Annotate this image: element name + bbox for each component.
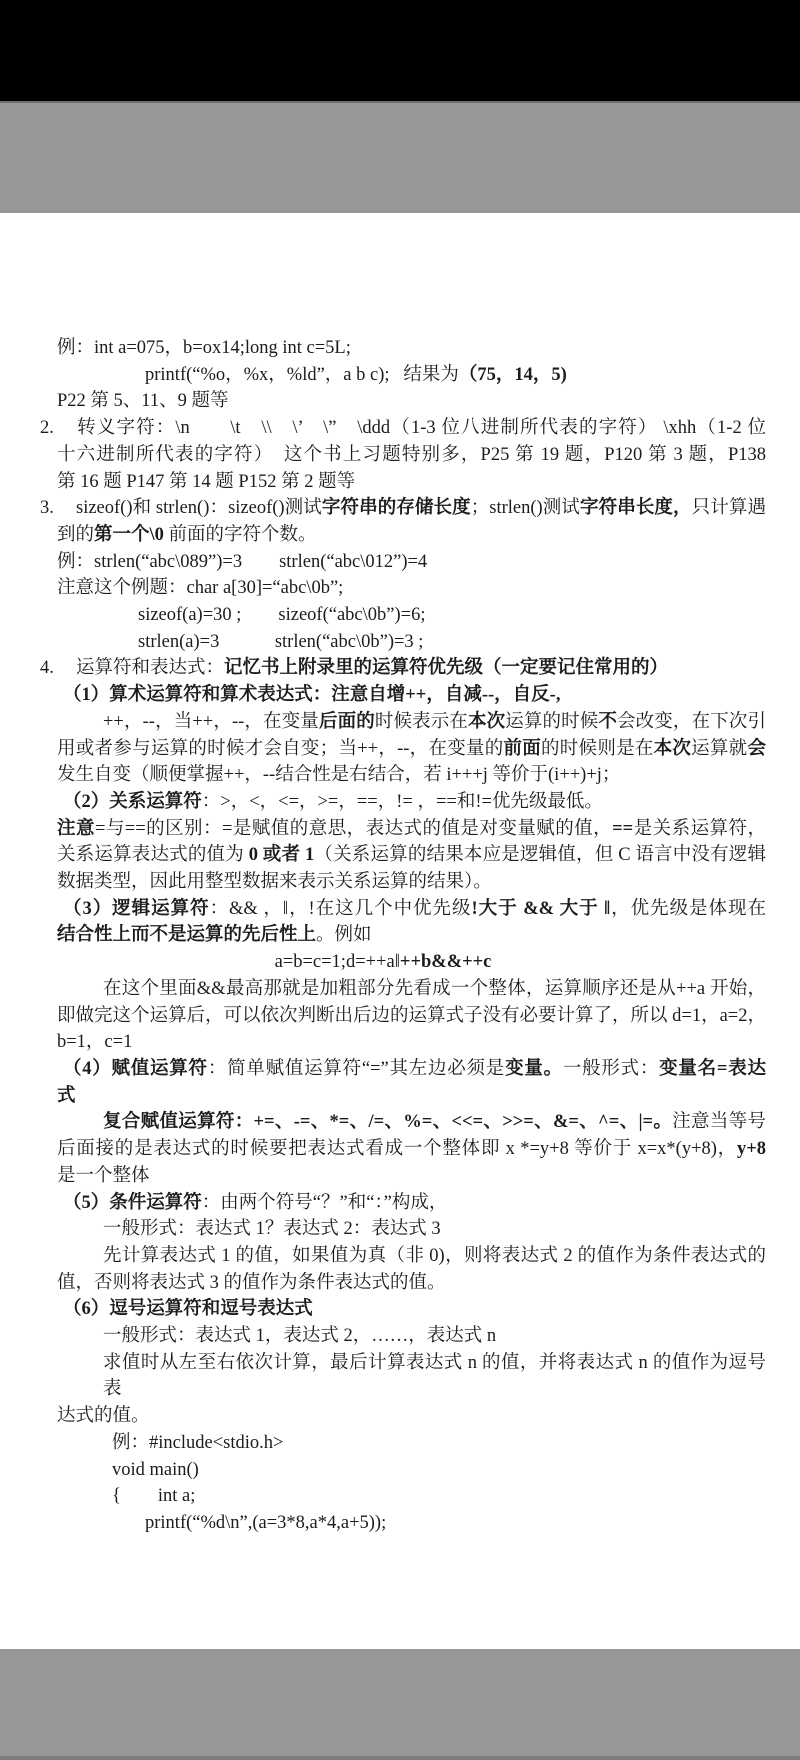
document-line — [0, 1056, 766, 1083]
bold-text-run: （6）逗号运算符和逗号表达式 — [63, 1299, 313, 1320]
text-run: 例：strlen(“abc\089”)=3 strlen(“abc\012”)=4 — [57, 551, 428, 572]
text-run: ：&& ，‖，!在这几个中优先级 — [209, 898, 472, 919]
document-line — [0, 976, 766, 1003]
document-line — [0, 1510, 766, 1537]
text-run: 第 16 题 P147 第 14 题 P152 第 2 题等 — [57, 471, 356, 492]
document-page[interactable] — [0, 213, 800, 1649]
document-line — [0, 709, 766, 736]
document-line — [0, 1350, 766, 1403]
document-line — [0, 1216, 766, 1243]
text-run: 先计算表达式 1 的值，如果值为真（非 0)，则将表达式 2 的值作为条件表达式的 — [103, 1245, 766, 1266]
document-line — [0, 1163, 766, 1190]
document-line — [0, 522, 766, 549]
text-run: 。例如 — [316, 925, 372, 946]
text-run: 例：int a=075，b=ox14;long int c=5L; — [57, 338, 351, 358]
document-line — [0, 789, 766, 816]
text-run: ；strlen()测试 — [470, 498, 580, 519]
bold-text-run: 变量。 — [505, 1058, 563, 1079]
bold-text-run: 变量名=表达 — [659, 1058, 766, 1079]
document-line — [0, 1430, 766, 1457]
text-run: 只计算遇 — [691, 498, 766, 519]
text-run: 会改变，在下次引 — [617, 711, 766, 732]
document-line — [0, 1109, 766, 1136]
text-run: void main() — [112, 1459, 199, 1480]
document-line — [0, 1457, 766, 1484]
bold-text-run: （2）关系运算符 — [63, 791, 202, 812]
text-run: 一般形式：表达式 1，表达式 2，……，表达式 n — [103, 1326, 497, 1347]
document-line — [0, 575, 766, 602]
bold-text-run: 结合性上而不是运算的先后性上 — [57, 925, 317, 946]
document-line — [0, 655, 766, 682]
text-run: 前面的字符个数。 — [163, 524, 317, 545]
document-line — [0, 682, 766, 709]
text-run: a=b=c=1;d=++a‖ — [274, 952, 400, 973]
text-run: 用或者参与运算的时候才会自变；当++，--，在变量的 — [57, 738, 504, 759]
bold-text-run: 本次 — [467, 711, 506, 732]
text-run: 注意这个例题：char a[30]=“abc\0b”; — [57, 578, 344, 599]
text-run: ：由两个符号“？”和“：”构成， — [201, 1192, 448, 1213]
document-line — [0, 816, 766, 843]
text-run: { int a; — [112, 1486, 196, 1507]
list-number: 3. — [40, 498, 54, 519]
text-run: 例：#include<stdio.h> — [112, 1432, 284, 1453]
document-line — [0, 842, 766, 869]
document-line — [0, 869, 766, 896]
text-run: 发生自变（顺便掌握++，--结合性是右结合，若 i+++j 等价于(i++)+j； — [57, 765, 621, 786]
document-line — [0, 1136, 766, 1163]
text-run: （关系运算的结果本应是逻辑值，但 C 语言中没有逻辑 — [314, 845, 766, 866]
bold-text-run: y+8 — [736, 1139, 766, 1160]
document-line — [0, 495, 766, 522]
document-line — [0, 1270, 766, 1297]
text-run: 即做完这个运算后，可以依次判断出后边的运算式子没有必要计算了，所以 d=1，a=2， — [57, 1005, 766, 1026]
bold-text-run: （4）赋值运算符 — [63, 1058, 208, 1079]
document-line — [0, 1243, 766, 1270]
document-line — [0, 335, 766, 362]
text-run: printf(“%o，%x，%ld”，a b c); 结果为 — [145, 364, 459, 385]
text-run: 到的 — [57, 524, 95, 545]
bold-text-run: 后面的 — [318, 711, 375, 732]
bold-text-run: 不 — [598, 711, 618, 732]
bold-text-run: （5）条件运算符 — [63, 1192, 202, 1213]
bold-text-run: （75，14，5) — [458, 364, 567, 385]
bold-text-run: 第一个\0 — [94, 524, 164, 545]
text-run: 时候表示在 — [374, 711, 468, 732]
document-line — [0, 1083, 766, 1110]
bold-text-run: 字符串的存储长度 — [321, 498, 471, 519]
list-number: 4. — [40, 658, 54, 679]
text-run: 在这个里面&&最高那就是加粗部分先看成一个整体，运算顺序还是从++a 开始， — [103, 978, 766, 999]
text-run: strlen(a)=3 strlen(“abc\0b”)=3 ; — [138, 631, 424, 652]
document-line — [0, 1003, 766, 1030]
document-text — [0, 335, 766, 1537]
bold-text-run: 会 — [747, 738, 766, 759]
bold-text-run: 注意 — [57, 818, 95, 839]
bold-text-run: 字符串长度， — [580, 498, 692, 519]
bold-text-run: !大于 && 大于 ‖ — [471, 898, 611, 919]
bold-text-run: 0 或者 1 — [248, 845, 315, 866]
document-line — [0, 1296, 766, 1323]
text-run: 十六进制所代表的字符） 这个书上习题特别多，P25 第 19 题，P120 第 3 题，P138 — [57, 444, 766, 465]
document-line — [0, 896, 766, 923]
text-run: b=1，c=1 — [57, 1032, 133, 1053]
text-run: 求值时从左至右依次计算，最后计算表达式 n 的值，并将表达式 n 的值作为逗号表 — [103, 1352, 766, 1400]
document-line — [0, 602, 766, 629]
document-line — [0, 1190, 766, 1217]
text-run: 运算就 — [691, 738, 748, 759]
bold-text-run: 记忆书上附录里的运算符优先级（一定要记住常用的） — [224, 658, 669, 679]
text-run: 达式的值。 — [57, 1406, 150, 1427]
list-number: 2. — [40, 418, 54, 439]
bold-text-run: ++b&&++c — [399, 952, 492, 973]
document-line — [0, 549, 766, 576]
top-black-bar — [0, 0, 800, 101]
bold-text-run: 前面 — [503, 738, 542, 759]
text-run: =与==的区别：=是赋值的意思，表达式的值是对变量赋的值， — [94, 818, 613, 839]
bold-text-run: （1）算术运算符和算术表达式：注意自增++，自减--，自反-, — [63, 685, 561, 706]
page-gutter-bottom — [0, 1649, 800, 1760]
page-gutter-top — [0, 101, 800, 213]
text-run: 一般形式：表达式 1？表达式 2：表达式 3 — [103, 1219, 441, 1240]
document-line — [0, 415, 766, 442]
text-run: P22 第 5、11、9 题等 — [57, 391, 229, 412]
bold-text-run: 复合赋值运算符：+=、-=、*=、/=、%=、<<=、>>=、&=、^=、|=。 — [103, 1112, 673, 1133]
text-run: printf(“%d\n”,(a=3*8,a*4,a+5)); — [145, 1512, 387, 1533]
text-run: 转义字符：\n \t \\ \’ \” \ddd（1-3 位八进制所代表的字符） \xhh（1-2 位 — [76, 418, 766, 439]
document-line — [0, 362, 766, 389]
document-line — [0, 388, 766, 415]
text-run: sizeof(a)=30 ; sizeof(“abc\0b”)=6; — [138, 605, 426, 626]
text-run: 的时候则是在 — [541, 738, 654, 759]
document-line — [0, 629, 766, 656]
document-line — [0, 1029, 766, 1056]
text-run: 数据类型，因此用整型数据来表示关系运算的结果）。 — [57, 872, 492, 893]
document-line — [0, 1403, 766, 1430]
document-line — [0, 736, 766, 763]
text-run: 是关系运算符， — [633, 818, 766, 839]
bold-text-run: （3）逻辑运算符 — [63, 898, 210, 919]
text-run: 后面接的是表达式的时候要把表达式看成一个整体即 x *=y+8 等价于 x=x*(y+8)， — [57, 1139, 737, 1160]
text-run: ：简单赋值运算符“=”其左边必须是 — [207, 1058, 506, 1079]
text-run: 一般形式： — [562, 1058, 660, 1079]
text-run: ：>，<，<=，>=，==，!= ，==和!=优先级最低。 — [201, 791, 603, 812]
bold-text-run: 本次 — [653, 738, 692, 759]
text-run: 是一个整体 — [57, 1165, 150, 1186]
text-run: 运算符和表达式： — [76, 658, 225, 679]
bold-text-run: == — [612, 818, 634, 839]
text-run: ，优先级是体现在 — [610, 898, 766, 919]
document-line — [0, 442, 766, 469]
document-line — [0, 469, 766, 496]
text-run: ++，--，当++，--，在变量 — [103, 711, 319, 732]
document-line — [0, 1483, 766, 1510]
text-run: 关系运算表达式的值为 — [57, 845, 249, 866]
text-run: sizeof()和 strlen()：sizeof()测试 — [76, 498, 322, 519]
text-run: 运算的时候 — [505, 711, 599, 732]
document-line — [0, 922, 766, 949]
document-line — [0, 1323, 766, 1350]
document-line — [0, 762, 766, 789]
bold-text-run: 式 — [57, 1085, 76, 1106]
text-run: 注意当等号 — [672, 1112, 766, 1133]
text-run: 值，否则将表达式 3 的值作为条件表达式的值。 — [57, 1272, 446, 1293]
document-line — [0, 949, 766, 976]
